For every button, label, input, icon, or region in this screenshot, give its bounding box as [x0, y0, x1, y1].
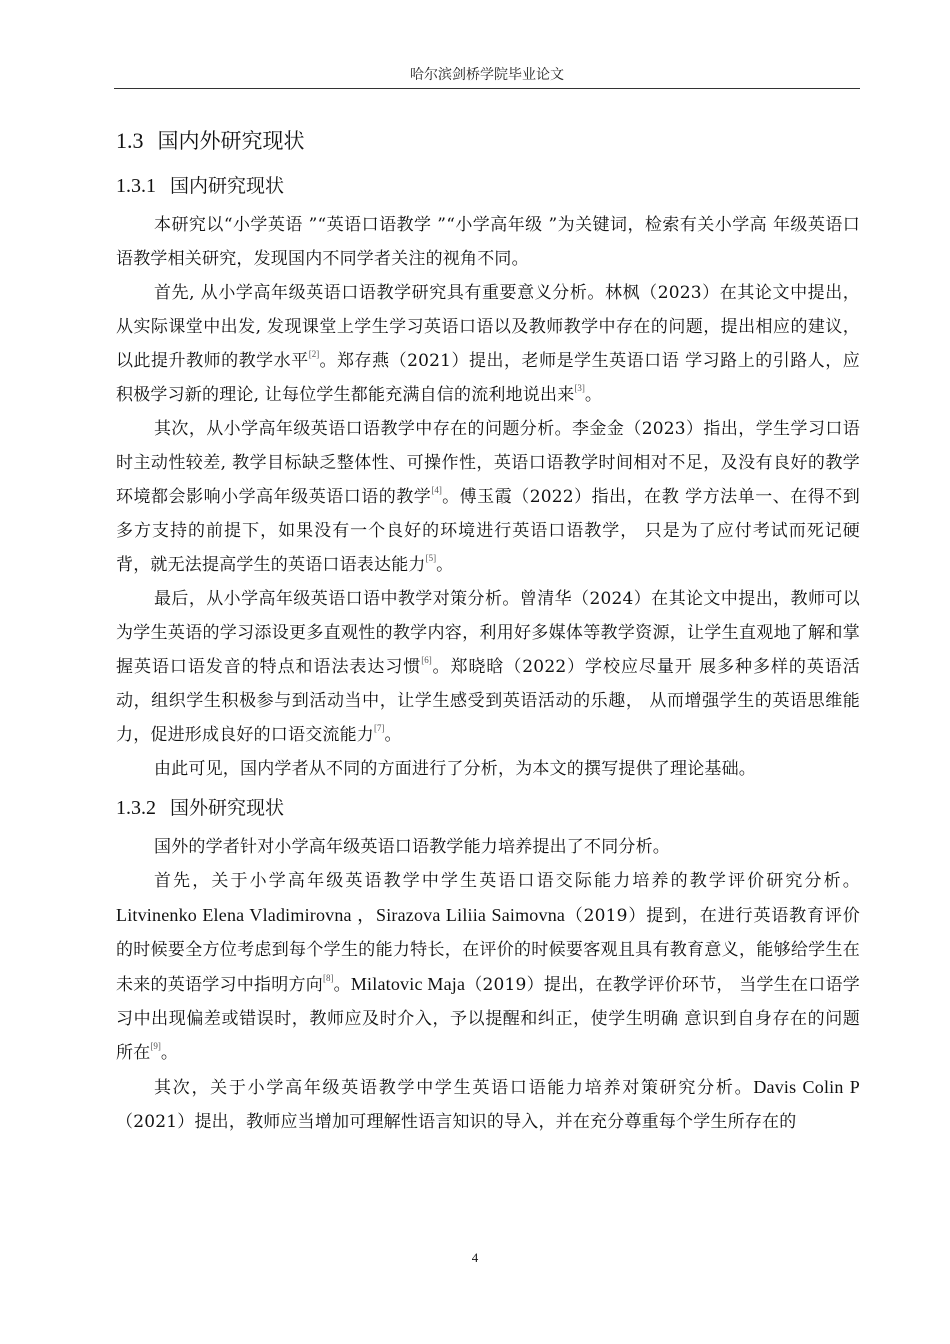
citation-marker: [4] — [431, 485, 442, 495]
paragraph-text: 。傅玉霞（2022）指出，在教 学方法单一、在得不到多方支持的前提下，如果没有一个良好的环境进行英语口语教学， 只是为了应付考试而死记硬背，就无法提高学生的英语口语表达能力 — [116, 487, 860, 575]
paragraph — [116, 276, 860, 412]
running-header: 哈尔滨剑桥学院毕业论文 — [410, 67, 564, 83]
paragraph-text: 本研究以“小学英语 ”“英语口语教学 ”“小学高年级 ”为关键词，检索有关小学高 年级英语口语教学相关研究，发现国内不同学者关注的视角不同。 — [116, 215, 860, 269]
paragraph — [116, 208, 860, 276]
paragraph-text: 。 — [436, 555, 454, 575]
citation-marker: [8] — [323, 973, 334, 983]
subsection-heading-domestic — [116, 164, 860, 208]
citation-marker: [6] — [421, 655, 432, 665]
header-rule — [114, 88, 860, 89]
author-names: Litvinenko Elena Vladimirovna ，Sirazova Liliia Saimovna — [116, 905, 566, 925]
paragraph-text: 首先, 从小学高年级英语口语教学研究具有重要意义分析。林枫（2023）在其论文中提出，从实际课堂中出发, 发现课堂上学生学习英语口语以及教师教学中存在的问题，提出相应的建议，以此提升教师的教学水平 — [116, 283, 860, 371]
subsection-title: 国外研究现状 — [170, 797, 285, 819]
author-names: Davis Colin P — [753, 1077, 860, 1097]
page-content — [116, 118, 860, 1139]
paragraph — [116, 830, 860, 864]
paragraph — [116, 752, 860, 786]
citation-marker: [7] — [374, 723, 385, 733]
citation-marker: [2] — [308, 349, 320, 359]
paragraph-text: 。 — [333, 975, 351, 995]
paragraph-text: 国外的学者针对小学高年级英语口语教学能力培养提出了不同分析。 — [154, 837, 670, 857]
paragraph-text: 。郑存燕（2021）提出，老师是学生英语口语 学习路上的引路人，应积极学习新的理论, 让每位学生都能充满自信的流利地说出来 — [116, 351, 860, 405]
paragraph-text: （2021）提出，教师应当增加可理解性语言知识的导入，并在充分尊重每个学生所存在的 — [116, 1112, 797, 1132]
paragraph — [116, 582, 860, 752]
paragraph-text: 由此可见，国内学者从不同的方面进行了分析，为本文的撰写提供了理论基础。 — [154, 759, 756, 779]
section-number: 1.3 — [116, 128, 144, 153]
subsection-number: 1.3.1 — [116, 175, 156, 197]
paragraph-text: 其次，关于小学高年级英语教学中学生英语口语能力培养对策研究分析。 — [154, 1078, 754, 1098]
paragraph-text: 其次，从小学高年级英语口语教学中存在的问题分析。李金金（2023）指出，学生学习口语时主动性较差, 教学目标缺乏整体性、可操作性，英语口语教学时间相对不足，及没有良好的教学环境都会影响小学高年级英语口语的教学 — [116, 419, 860, 507]
paragraph — [116, 1070, 860, 1139]
paragraph-text: 。 — [584, 385, 603, 405]
subsection-number: 1.3.2 — [116, 797, 156, 819]
section-title: 国内外研究现状 — [157, 129, 305, 153]
subsection-heading-foreign — [116, 786, 860, 830]
paragraph — [116, 864, 860, 1070]
paragraph-text: 首先，关于小学高年级英语教学中学生英语口语交际能力培养的教学评价研究分析。 — [154, 871, 860, 891]
subsection-title: 国内研究现状 — [170, 175, 285, 197]
citation-marker: [3] — [574, 383, 585, 393]
paragraph-text: 最后，从小学高年级英语口语中教学对策分析。曾清华（2024）在其论文中提出，教师可以为学生英语的学习添设更多直观性的教学内容，利用好多媒体等教学资源，让学生直观地了解和掌握英语口语发音的特点和语法表达习惯 — [116, 589, 860, 677]
paragraph-text: 。 — [384, 725, 402, 745]
paragraph-text: 。郑晓晗（2022）学校应尽量开 展多种多样的英语活动，组织学生积极参与到活动当中，让学生感受到英语活动的乐趣， 从而增强学生的英语思维能力，促进形成良好的口语交流能力 — [116, 657, 860, 745]
author-names: Milatovic Maja — [350, 974, 466, 994]
paragraph-text: （2019）提到，在进行英语教育评价的时候要全方位考虑到每个学生的能力特长，在评价的时候要客观且具有教育意义，能够给学生在未来的英语学习中指明方向 — [116, 906, 860, 995]
paragraph-text: 。 — [160, 1043, 179, 1063]
paragraph — [116, 412, 860, 582]
section-heading — [116, 118, 860, 164]
citation-marker: [9] — [150, 1041, 161, 1051]
paragraph-text: （2019）提出，在教学评价环节， 当学生在口语学习中出现偏差或错误时，教师应及时介入，予以提醒和纠正，使学生明确 意识到自身存在的问题所在 — [116, 975, 860, 1063]
citation-marker: [5] — [425, 553, 437, 563]
page-number: 4 — [471, 1250, 479, 1265]
